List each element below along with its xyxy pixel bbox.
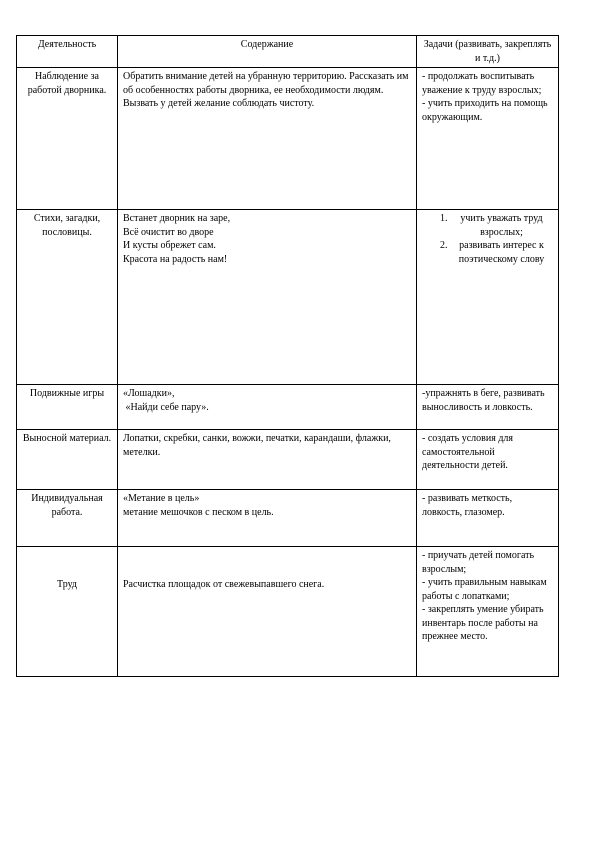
content-cell: Лопатки, скребки, санки, вожжи, печатки, карандаши, флажки, метелки. (118, 430, 417, 490)
table-row (17, 210, 559, 385)
tasks-cell (417, 210, 559, 385)
table-row (17, 430, 559, 490)
activity-cell: Труд (17, 547, 118, 677)
activity-cell: Наблюдение за работой дворника. (17, 68, 118, 210)
game-item: «Найди себе пару». (123, 401, 209, 413)
task-item: - учить правильным навыкам работы с лопатками; (422, 577, 547, 602)
task-item: - создать условия для самостоятельной деятельности детей. (422, 433, 514, 471)
content-cell: Обратить внимание детей на убранную территорию. Рассказать им об особенностях работы дворника, ее необходимости людям. Вызвать у детей желание соблюдать чистоту. (118, 68, 417, 210)
content-cell (118, 210, 417, 385)
table-row (17, 547, 559, 677)
table-row (17, 385, 559, 430)
header-content: Содержание (118, 36, 417, 68)
task-item: - развивать меткость, ловкость, глазомер. (422, 493, 513, 518)
table-row (17, 490, 559, 547)
activity-plan-table (16, 35, 559, 677)
task-item: - учить приходить на помощь окружающим. (422, 98, 548, 123)
task-item: - продолжать воспитывать уважение к труду взрослых; (422, 71, 542, 96)
activity-cell: Индивидуальная работа. (17, 490, 118, 547)
poem-line: Встанет дворник на заре, (123, 213, 231, 224)
game-item: «Лошадки», (123, 388, 175, 399)
content-line: метание мешочков с песком в цель. (123, 506, 274, 518)
task-item: 1. учить уважать труд взрослых; (450, 212, 553, 239)
tasks-cell (417, 430, 559, 490)
activity-cell: Подвижные игры (17, 385, 118, 430)
content-cell (118, 385, 417, 430)
header-tasks: Задачи (развивать, закреплять и т.д.) (417, 36, 559, 68)
tasks-cell (417, 490, 559, 547)
table-header-row (17, 36, 559, 68)
task-item: - закреплять умение убирать инвентарь после работы на прежнее место. (422, 604, 544, 642)
content-cell: Расчистка площадок от свежевыпавшего снега. (118, 547, 417, 677)
table-row (17, 68, 559, 210)
header-activity: Деятельность (17, 36, 118, 68)
activity-cell: Стихи, загадки, пословицы. (17, 210, 118, 385)
task-item: -упражнять в беге, развивать выносливость и ловкость. (422, 388, 545, 413)
poem-line: Красота на радость нам! (123, 253, 228, 265)
content-cell (118, 490, 417, 547)
content-line: «Метание в цель» (123, 493, 200, 504)
tasks-numbered-list (422, 212, 553, 266)
tasks-cell (417, 385, 559, 430)
poem-line: Всё очистит во дворе (123, 226, 214, 238)
task-item: 2. развивать интерес к поэтическому слову (450, 239, 553, 266)
poem-line: И кусты обрежет сам. (123, 240, 216, 251)
task-item: - приучать детей помогать взрослым; (422, 550, 535, 575)
tasks-cell (417, 547, 559, 677)
activity-cell: Выносной материал. (17, 430, 118, 490)
tasks-cell (417, 68, 559, 210)
